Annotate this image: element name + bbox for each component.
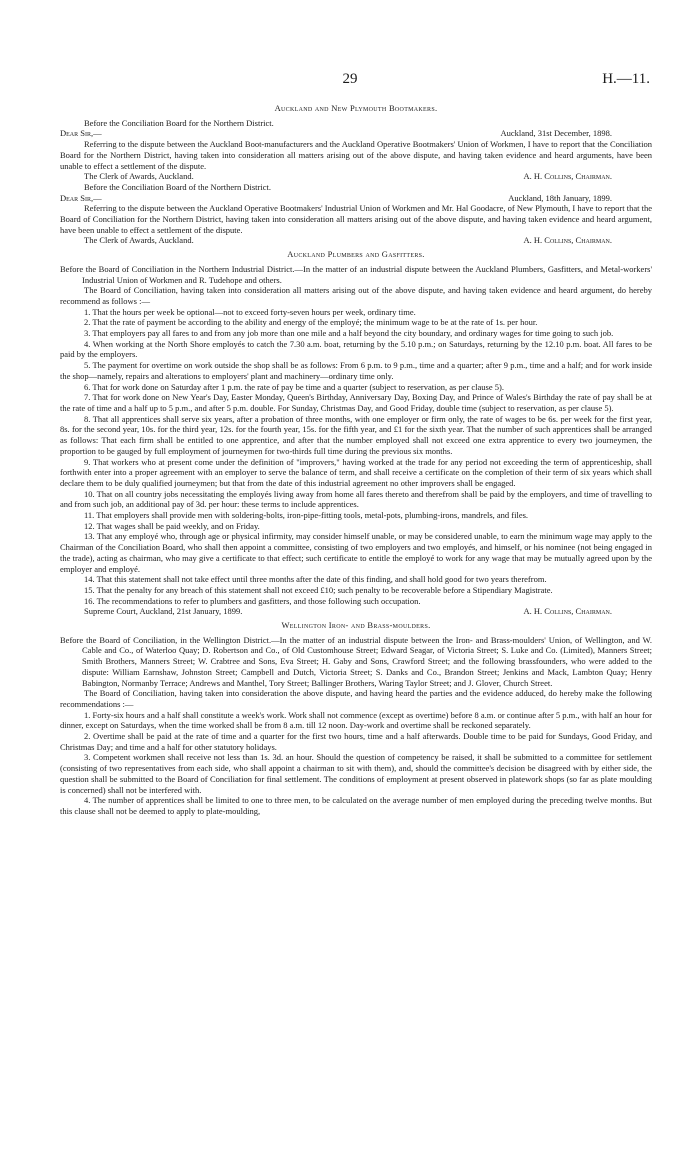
section-heading: Auckland Plumbers and Gasfitters. <box>287 249 425 260</box>
section-plumbers <box>60 249 652 617</box>
signatory: A. H. Collins, Chairman. <box>523 235 612 246</box>
list-item: 2. That the rate of payment be according to the ability and energy of the employé; the minimum wage to be at the rate of 1s. per hour. <box>84 317 538 328</box>
letter-header <box>60 128 652 139</box>
list-item: 7. That for work done on New Year's Day, Easter Monday, Queen's Birthday, Anniversary Day, Boxing Day, and Prince of Wales's Birthday the rate of pay shall be at the rate of time and a half up to 5 p.m., and after 5 p.m. double. For Sunday, Christmas Day, and Good Friday, double time (subject to reservation, as per clause 5). <box>60 392 652 413</box>
board-line: Before the Conciliation Board for the Northern District. <box>84 117 274 128</box>
recipient: The Clerk of Awards, Auckland. <box>84 171 194 182</box>
letter-footer <box>60 235 652 246</box>
section-heading: Auckland and New Plymouth Bootmakers. <box>274 103 438 113</box>
signature-line <box>60 606 652 617</box>
list-item: 4. When working at the North Shore employés to catch the 7.30 a.m. boat, returning by the 5.10 p.m.; on Saturdays, returning by the 12.10 p.m. boat. All fares to be paid by the employers. <box>60 338 652 360</box>
salutation: Dear Sir,— <box>60 192 102 203</box>
list-item: 12. That wages shall be paid weekly, and on Friday. <box>84 520 260 531</box>
section-bootmakers <box>60 103 652 182</box>
list-item: 3. That employers pay all fares to and from any job more than one mile and a half beyond the city boundary, and ordinary wages for time going to such job. <box>84 328 614 339</box>
letter-header <box>60 193 652 204</box>
list-item: 9. That workers who at present come under the definition of "improvers," having worked at the trade for any period not exceeding the term of apprenticeship, shall forthwith enter into a proper agreement with an employer to serve the balance of term, and shall receive a certificate on the completion of their term of six years which shall declare them to be duly qualified journeymen; but that from the date of this industrial agreement no other improvers shall be engaged. <box>60 456 652 488</box>
place-date: Supreme Court, Auckland, 21st January, 1899. <box>84 606 243 617</box>
list-item: 5. The payment for overtime on work outside the shop shall be as follows: From 6 p.m. to 9 p.m., time and a quarter; after 9 p.m., time and a half; and for work inside the shop—namely, repairs and alterations to employers' plant and machinery—ordinary time only. <box>60 360 652 381</box>
place-date: Auckland, 18th January, 1899. <box>508 192 612 203</box>
letter-body: Referring to the dispute between the Auckland Boot-manufacturers and the Auckland Operative Bootmakers' Union of Workmen, I have to report that the Conciliation Board for the Northern District, having taken into consideration all matters arising out of the above dispute, and having taken evidence and heard arguments, have been unable to effect a settlement of the dispute. <box>60 139 652 171</box>
recipient: The Clerk of Awards, Auckland. <box>84 235 194 246</box>
salutation: Dear Sir,— <box>60 128 102 139</box>
preamble: The Board of Conciliation, having taken into consideration all matters arising out of the above dispute, and having taken evidence and heard argument, do hereby recommend as follows :— <box>60 285 652 306</box>
list-item: 1. Forty-six hours and a half shall constitute a week's work. Work shall not commence (except as overtime) before 8 a.m. or continue after 5 p.m., with half an hour for dinner, except on Saturdays, when the time worked shall be from 8 a.m. till 12 noon. Day-work and overtime shall be reckoned separately. <box>60 709 652 731</box>
page-content <box>60 103 652 817</box>
section-wellington <box>60 620 652 817</box>
list-item: 3. Competent workmen shall receive not less than 1s. 3d. an hour. Should the question of competency be raised, it shall be submitted to a committee for settlement (consisting of two representatives from each side, who shall appoint a chairman to sit with them), and, should the committee's decision be disagreed with by either side, the question shall be submitted to the Board of Conciliation for final settlement. The conditions of employment at present observed in platework shops (so far as plate moulding is concerned) shall not be interfered with. <box>60 752 652 795</box>
list-item: 8. That all apprentices shall serve six years, after a probation of three months, with one employer or firm only, the rate of wages to be 6s. per week for the first year, 8s. for the second year, 10s. for the third year, 12s. for the fourth year, 15s. for the fifth year, and £1 for the sixth year. That the number of such apprentices shall be arranged as follows: That each firm shall be entitled to one apprentice, and after that the number employed shall not exceed one extra apprentice to every two journeymen, the proportion to be gauged by full employment of journeymen for two-thirds full time during the previous six months. <box>60 413 652 456</box>
place-date: Auckland, 31st December, 1898. <box>500 128 612 139</box>
board-line: Before the Conciliation Board of the Northern District. <box>84 181 271 192</box>
letter-body: Referring to the dispute between the Auckland Operative Bootmakers' Industrial Union of Workmen and Mr. Hal Goodacre, of New Plymouth, I have to report that the Board of Conciliation for the Northern District, having taken into consideration all matters arising out of the above dispute, and having taken evidence and heard argument, have been unable to effect a settlement of the dispute. <box>60 203 652 235</box>
list-item: 15. That the penalty for any breach of this statement shall not exceed £10; such penalty to be recoverable before a Stipendiary Magistrate. <box>84 584 553 595</box>
letter-footer <box>60 171 652 182</box>
series-identifier: H.—11. <box>602 71 650 87</box>
list-item: 13. That any employé who, through age or physical infirmity, may consider himself unable, or may be considered unable, to earn the minimum wage may apply to the Chairman of the Conciliation Board, who shall then appoint a committee, consisting of two employers and two employés, and himself, or his nominee (not being engaged in the trade), acting as chairman, who may give a certificate to that effect; such certificate to entitle the employé to work for any wage that may be mutually agreed upon by the employer and employé. <box>60 531 652 574</box>
dispute-intro: Before the Board of Conciliation, in the Wellington District.—In the matter of an industrial dispute between the Iron- and Brass-moulders' Union, of Wellington, and W. Cable and Co., of Waterloo Quay; D. Robertson and Co., of Old Customhouse Street; Edward Seagar, of Victoria Street; S. Luke and Co. (Limited), Manners Street; Smith Brothers, Manners Street; W. Crabtree and Sons, Eva Street; H. Gaby and Sons, Crawford Street; and the following brassfounders, who were added to the dispute: William Earnshaw, Johnston Street; Campbell and Dutch, Victoria Street; S. Danks and Co., Brandon Street; Jenkins and Mack, Lambton Quay; Henry Babington, Normanby Terrace; Andrews and Manthel, Tory Street; Ballinger Brothers, Waring Taylor Street; and J. Glover, Church Street. <box>60 634 652 688</box>
recommendation-list <box>60 710 652 817</box>
recommendation-list <box>60 307 652 607</box>
list-item: 1. That the hours per week be optional—not to exceed forty-seven hours per week, ordinary time. <box>84 306 416 317</box>
list-item: 14. That this statement shall not take effect until three months after the date of this finding, and shall hold good for two years therefrom. <box>84 574 547 585</box>
section-new-plymouth <box>60 182 652 246</box>
list-item: 6. That for work done on Saturday after 1 p.m. the rate of pay be time and a quarter (subject to reservation, as per clause 5). <box>84 381 504 392</box>
page-number: 29 <box>342 71 358 87</box>
list-item: 2. Overtime shall be paid at the rate of time and a quarter for the first two hours, time and a half afterwards. Double time to be paid for Sundays, Good Friday, and Christmas Day; and time and a half for other statutory holidays. <box>60 731 652 752</box>
list-item: 10. That on all country jobs necessitating the employés living away from home all fares thereto and therefrom shall be paid by the employers, and time of travelling to and from such job, an additional pay of 3d. per hour: these terms to include apprentices. <box>60 488 652 510</box>
list-item: 16. The recommendations to refer to plumbers and gasfitters, and those following such occupation. <box>84 595 421 606</box>
preamble: The Board of Conciliation, having taken into consideration the above dispute, and having heard the parties and the evidence adduced, do hereby make the following recommendations :— <box>60 688 652 709</box>
section-heading: Wellington Iron- and Brass-moulders. <box>281 620 431 631</box>
dispute-intro: Before the Board of Conciliation in the Northern Industrial District.—In the matter of an industrial dispute between the Auckland Plumbers, Gasfitters, and Metal-workers' Industrial Union of Workmen and R. Tudehope and others. <box>60 263 652 285</box>
signatory: A. H. Collins, Chairman. <box>523 171 612 182</box>
signatory: A. H. Collins, Chairman. <box>523 606 612 617</box>
list-item: 4. The number of apprentices shall be limited to one to three men, to be calculated on the average number of men employed during the preceding twelve months. But this clause shall not be deemed to apply to plate-moulding, <box>60 795 652 816</box>
list-item: 11. That employers shall provide men with soldering-bolts, iron-pipe-fitting tools, metal-pots, plumbing-irons, mandrels, and files. <box>84 510 529 521</box>
